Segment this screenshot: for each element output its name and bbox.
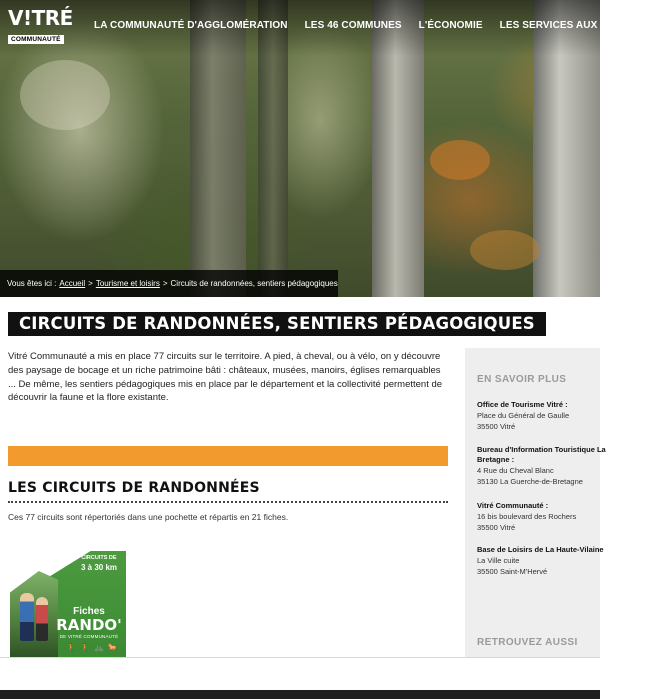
contact-address: La Ville cuite <box>477 556 520 565</box>
horse-icon: 🐎 <box>107 643 118 652</box>
sidebar <box>465 348 606 657</box>
contact-city: 35500 Vitré <box>477 523 516 532</box>
breadcrumb <box>0 270 338 297</box>
contact-name: Office de Tourisme Vitré : <box>477 400 568 409</box>
sidebar-heading-retrouvez-aussi: RETROUVEZ AUSSI <box>477 637 578 648</box>
breadcrumb-home-link[interactable]: Accueil <box>59 279 86 288</box>
bike-icon: 🚲 <box>93 643 104 652</box>
range-label: CIRCUITS DE <box>81 555 117 561</box>
top-navigation <box>0 0 650 56</box>
activity-pictograms <box>66 643 118 652</box>
contact-office-tourisme <box>477 400 602 432</box>
fiches-rando-image[interactable] <box>8 551 126 657</box>
nav-item-communaute[interactable]: LA COMMUNAUTÉ D'AGGLOMÉRATION <box>94 20 288 31</box>
contact-city: 35130 La Guerche-de-Bretagne <box>477 477 583 486</box>
bottom-scroll-bar[interactable] <box>0 690 600 699</box>
contact-address: 16 bis boulevard des Rochers <box>477 512 577 521</box>
rando-label: RANDO' <box>56 616 122 634</box>
range-value: 3 à 30 km <box>80 563 118 572</box>
light-foliage <box>20 60 110 130</box>
breadcrumb-current: Circuits de randonnées, sentiers pédagogiques <box>170 279 338 288</box>
orange-divider-bar <box>8 446 448 466</box>
contact-base-loisirs <box>477 545 602 577</box>
intro-paragraph: Vitré Communauté a mis en place 77 circuits sur le territoire. A pied, à cheval, ou à vélo, on y découvre des paysage de bocage et un riche patrimoine bâti : châteaux, musées, manoirs, églises remarquables ... De même, les sentiers pédagogiques mis en place par le département et la collectivité permettent de découvrir la faune et la flore existante. <box>8 351 443 404</box>
page-title: CIRCUITS DE RANDONNÉES, SENTIERS PÉDAGOGIQUES <box>8 312 546 336</box>
nav-item-services[interactable]: LES SERVICES AUX USAGERS <box>499 20 650 31</box>
logo-badge: COMMUNAUTÉ <box>8 35 64 44</box>
contact-name: Bureau d'Information Touristique La <box>477 445 606 454</box>
breadcrumb-parent-link[interactable]: Tourisme et loisirs <box>95 279 160 288</box>
contact-name: Vitré Communauté : <box>477 501 549 510</box>
contact-name-continued: Bretagne : <box>477 455 515 464</box>
logo-wordmark: V!TRÉ <box>8 6 73 30</box>
autumn-leaves <box>470 230 540 270</box>
contact-city: 35500 Saint-M'Hervé <box>477 567 548 576</box>
contact-address: Place du Général de Gaulle <box>477 411 570 420</box>
hiker-figure <box>36 597 48 641</box>
contact-bureau-information <box>477 445 606 487</box>
section-title: LES CIRCUITS DE RANDONNÉES <box>8 480 260 496</box>
hero-banner <box>0 0 650 297</box>
rando-sub-label: DE VITRÉ COMMUNAUTÉ <box>59 634 119 639</box>
hiker-icon: 🚶 <box>79 643 90 652</box>
breadcrumb-prefix: Vous êtes ici : <box>7 279 57 288</box>
hiker-figure <box>20 593 34 641</box>
section-text: Ces 77 circuits sont répertoriés dans une pochette et répartis en 21 fiches. <box>8 512 289 522</box>
circuit-range <box>76 554 122 572</box>
breadcrumb-separator: > <box>162 279 168 288</box>
contact-city: 35500 Vitré <box>477 422 516 431</box>
sidebar-heading-en-savoir-plus: EN SAVOIR PLUS <box>477 374 567 385</box>
nav-item-economie[interactable]: L'ÉCONOMIE <box>418 20 483 31</box>
fiches-label: Fiches <box>73 606 105 617</box>
vitre-communaute-logo[interactable] <box>8 6 73 48</box>
content-bottom-divider <box>0 657 600 658</box>
contact-address: 4 Rue du Cheval Blanc <box>477 466 554 475</box>
main-menu <box>94 20 650 31</box>
breadcrumb-separator: > <box>88 279 93 288</box>
autumn-leaves <box>430 140 490 180</box>
contact-name: Base de Loisirs de La Haute-Vilaine <box>477 545 604 554</box>
nav-item-communes[interactable]: LES 46 COMMUNES <box>304 20 402 31</box>
section-divider <box>8 501 448 503</box>
contact-vitre-communaute <box>477 501 602 533</box>
walker-icon: 🚶 <box>66 643 76 652</box>
